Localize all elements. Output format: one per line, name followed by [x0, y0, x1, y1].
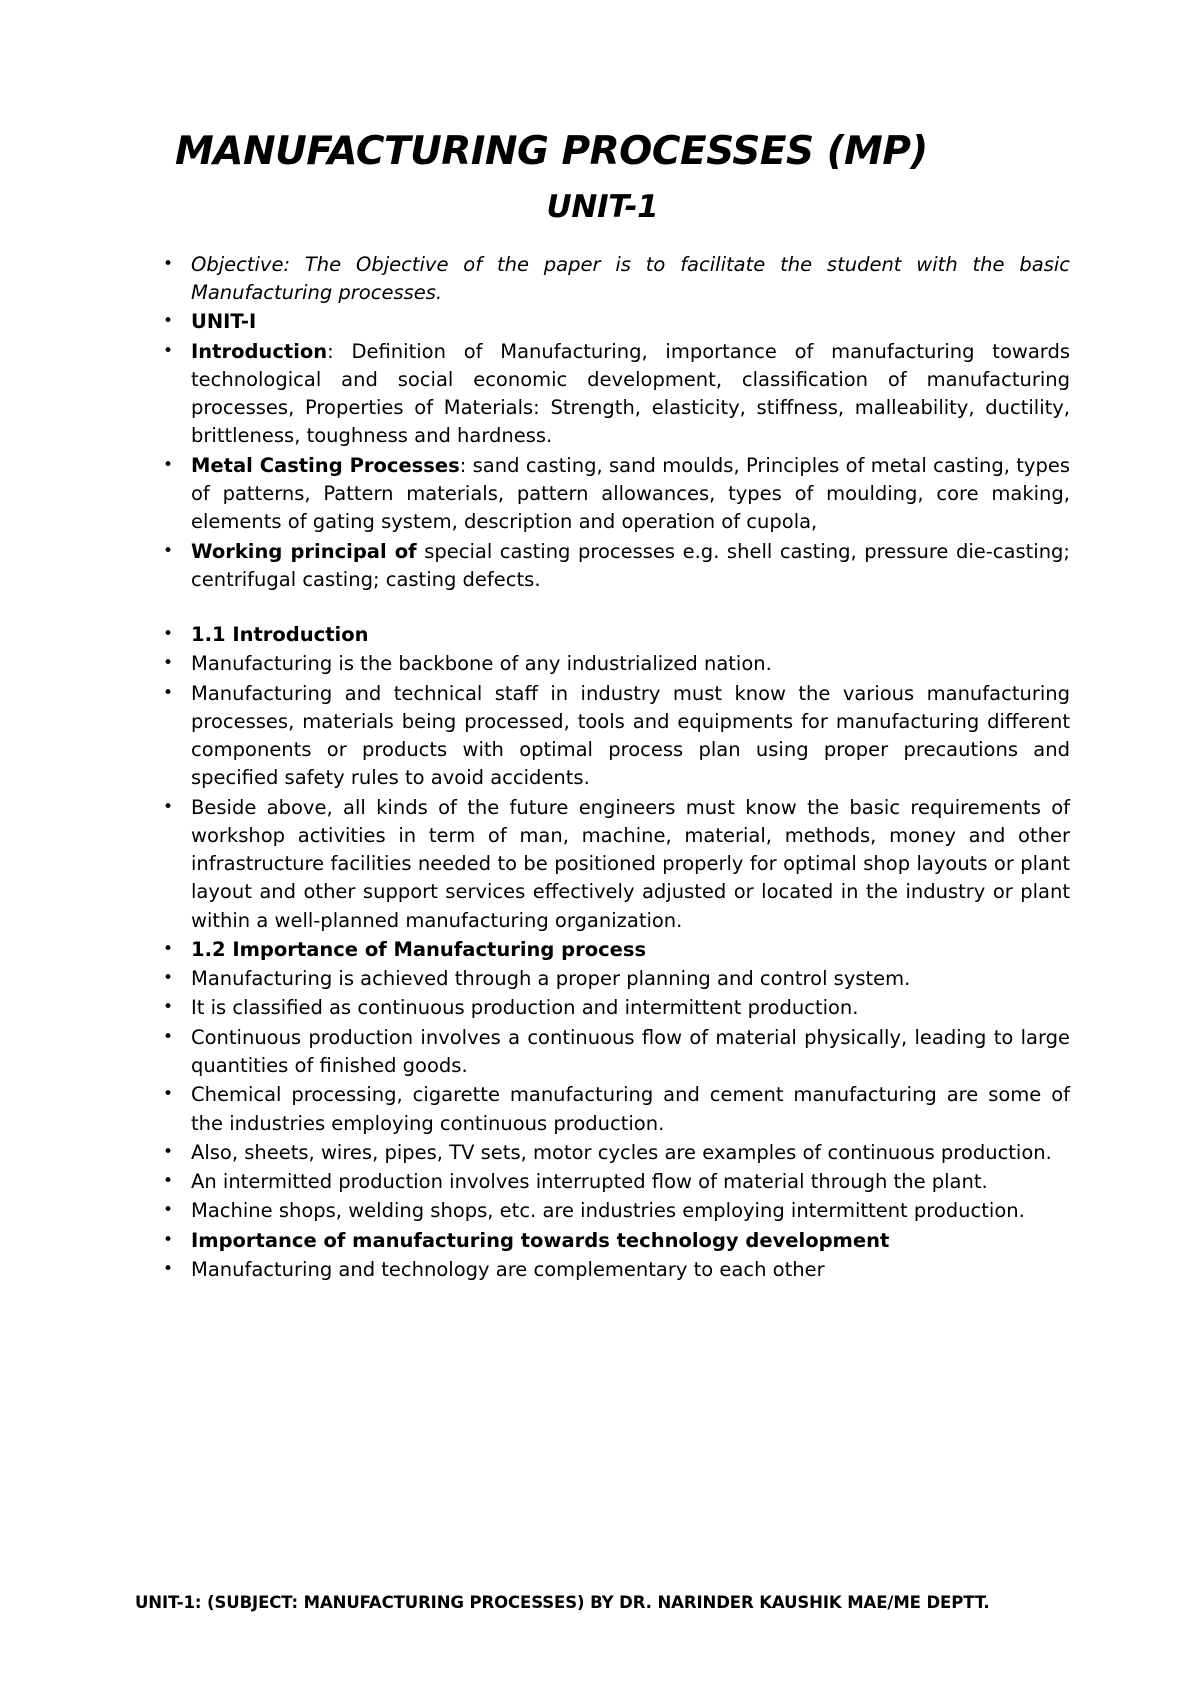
bullet-text: 1.2 Importance of Manufacturing process	[191, 937, 647, 961]
list-item	[135, 1168, 1070, 1196]
bullet-text: Chemical processing, cigarette manufacturing and cement manufacturing are some of the industries employing continuous production.	[191, 1083, 1070, 1135]
bullet-lead: Metal Casting Processes	[191, 453, 460, 477]
bullet-text: Objective: The Objective of the paper is to facilitate the student with the basic Manufacturing processes.	[191, 252, 1070, 305]
page-footer: UNIT-1: (SUBJECT: MANUFACTURING PROCESSES) BY DR. NARINDER KAUSHIK MAE/ME DEPTT.	[135, 1593, 990, 1612]
list-item	[135, 1024, 1070, 1081]
bullet-text: Importance of manufacturing towards technology development	[191, 1228, 890, 1252]
list-item	[135, 936, 1070, 964]
list-item	[135, 251, 1070, 308]
section-spacer	[135, 595, 1070, 621]
page-title: MANUFACTURING PROCESSES (MP)	[175, 129, 928, 174]
unit-heading: UNIT-1	[546, 188, 659, 225]
list-item	[135, 452, 1070, 537]
bullet-text: Continuous production involves a continuous flow of material physically, leading to large quantities of finished goods.	[191, 1025, 1070, 1078]
bullet-text: Machine shops, welding shops, etc. are industries employing intermittent production.	[191, 1199, 1025, 1223]
list-item	[135, 1227, 1070, 1255]
bullet-text: Manufacturing is the backbone of any industrialized nation.	[191, 652, 772, 676]
list-item	[135, 794, 1070, 935]
syllabus-list	[135, 251, 1070, 594]
bullet-text: special casting processes e.g. shell casting, pressure die-casting; centrifugal casting; casting defects.	[191, 539, 1071, 591]
list-item	[135, 621, 1070, 649]
bullet-text: : sand casting, sand moulds, Principles of metal casting, types of patterns, Pattern materials, pattern allowances, types of moulding, core making, elements of gating system, description and operation of cupola,	[191, 453, 1071, 534]
body-list	[135, 621, 1070, 1284]
bullet-text: Also, sheets, wires, pipes, TV sets, motor cycles are examples of continuous production.	[191, 1140, 1052, 1164]
list-item	[135, 680, 1070, 793]
list-item	[135, 965, 1070, 993]
bullet-lead: Working principal of	[191, 539, 417, 563]
list-item	[135, 650, 1070, 678]
bullet-text: It is classified as continuous production and intermittent production.	[191, 996, 859, 1020]
bullet-text: : Definition of Manufacturing, importance of manufacturing towards technological and social economic development, classification of manufacturing processes, Properties of Materials: Strength, elasticity, stiffness, malleability, ductility, brittleness, toughness and hardness.	[191, 339, 1070, 448]
bullet-lead: Introduction	[191, 339, 328, 363]
list-item	[135, 1256, 1070, 1284]
list-item	[135, 338, 1070, 451]
bullet-text: Beside above, all kinds of the future engineers must know the basic requirements of workshop activities in term of man, machine, material, methods, money and other infrastructure facilities needed to be positioned properly for optimal shop layouts or plant layout and other support services effectively adjusted or located in the industry or plant within a well-planned manufacturing organization.	[191, 795, 1070, 932]
bullet-text: An intermitted production involves interrupted flow of material through the plant.	[191, 1170, 988, 1194]
bullet-text: Manufacturing and technical staff in industry must know the various manufacturing processes, materials being processed, tools and equipments for manufacturing different components or products with optimal process plan using proper precautions and specified safety rules to avoid accidents.	[191, 681, 1070, 790]
bullet-text: 1.1 Introduction	[191, 623, 369, 647]
bullet-text: Manufacturing and technology are complementary to each other	[191, 1257, 825, 1281]
list-item	[135, 994, 1070, 1022]
list-item	[135, 308, 1070, 336]
list-item	[135, 538, 1070, 595]
bullet-text: Manufacturing is achieved through a proper planning and control system.	[191, 967, 911, 991]
list-item	[135, 1139, 1070, 1167]
bullet-text: UNIT-I	[191, 310, 257, 334]
list-item	[135, 1081, 1070, 1138]
list-item	[135, 1197, 1070, 1225]
